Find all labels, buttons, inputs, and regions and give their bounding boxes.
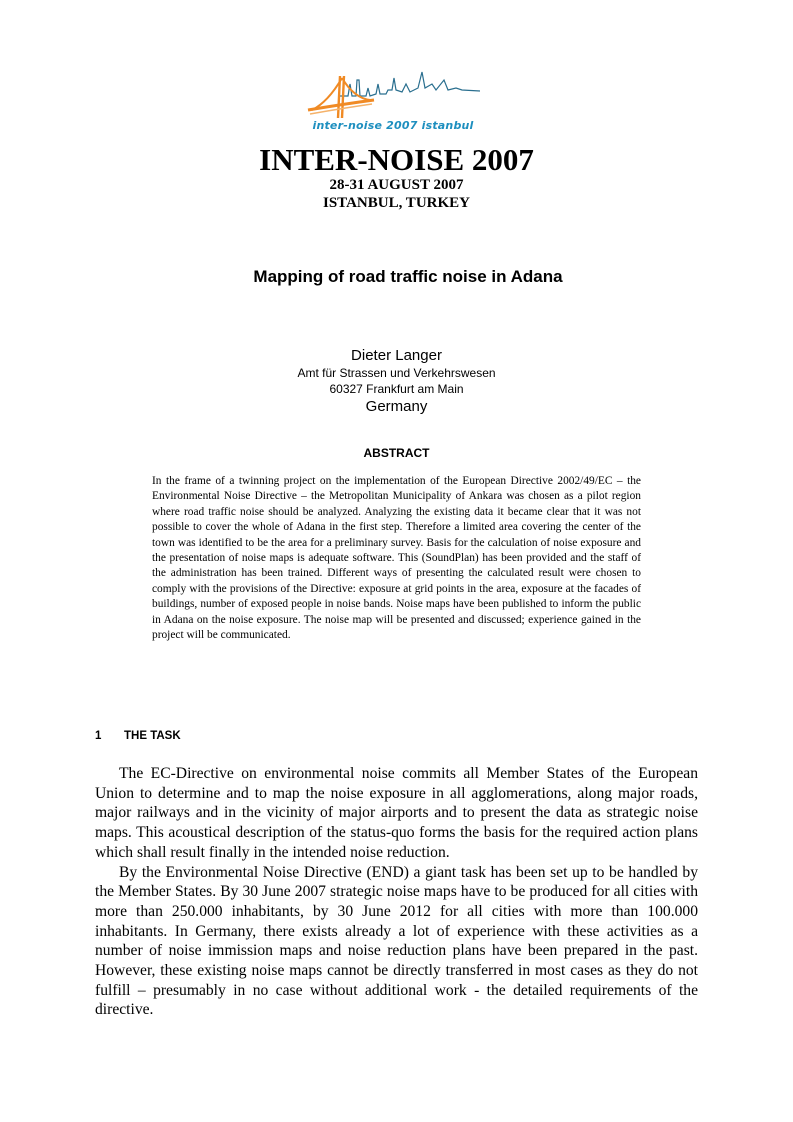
- section-body: [95, 764, 698, 1020]
- section-heading: [95, 729, 495, 744]
- body-paragraph-1: The EC-Directive on environmental noise commits all Member States of the European Union to determine and to map the noise exposure in all agglomerations, along major roads, major railways and in the vicinity of major airports and to present the data as strategic noise maps. This acoustical description of the status-quo forms the basis for the required action plans which shall result finally in the intended noise reduction.: [95, 765, 698, 861]
- body-paragraph-2: By the Environmental Noise Directive (END) a giant task has been set up to be handled by the Member States. By 30 June 2007 strategic noise maps have to be produced for all cities with more than 250.000 inhabitants, by 30 June 2012 for all cities with more than 100.000 inhabitants. In Germany, there exists already a lot of experience with these activities as a number of noise immission maps and noise reduction plans have been prepared in the past. However, these existing noise maps cannot be directly transferred in most cases as they do not fulfill – presumably in no case without additional work - the detailed requirements of the directive.: [95, 863, 698, 1019]
- author-country: Germany: [365, 398, 428, 415]
- conference-title: INTER-NOISE 2007: [259, 142, 534, 177]
- section-title: THE TASK: [124, 730, 181, 742]
- author-block: [0, 346, 793, 416]
- section-number: 1: [95, 730, 102, 742]
- author-name: Dieter Langer: [351, 347, 442, 364]
- bridge-skyline-logo-icon: [304, 70, 482, 120]
- paper-title: Mapping of road traffic noise in Adana: [253, 267, 563, 286]
- conference-location: ISTANBUL, TURKEY: [323, 195, 470, 211]
- conference-dates: 28-31 AUGUST 2007: [329, 177, 464, 193]
- abstract-heading: ABSTRACT: [363, 446, 430, 460]
- author-address: 60327 Frankfurt am Main: [329, 382, 464, 396]
- abstract-text: In the frame of a twinning project on the implementation of the European Directive 2002/49/EC – the Environmental Noise Directive – the Metropolitan Municipality of Ankara was chosen as a pilot region where road traffic noise should be analyzed. Analyzing the existing data it became clear that it was not possible to cover the whole of Adana in the first step. Therefore a limited area covering the center of the town was identified to be the area for a preliminary survey. Basis for the calculation of noise exposure and the presentation of noise maps is adequate software. This (SoundPlan) has been provided and the staff of the administration has been trained. Different ways of presenting the calculated result were chosen to comply with the provisions of the Directive: exposure at grid points in the area, exposure at the facades of buildings, number of exposed people in noise bands. Noise maps have been published to inform the public in Adana on the noise exposure. The noise map will be presented and discussed; experience gained in the project will be communicated.: [152, 475, 641, 642]
- skyline-line: [340, 72, 480, 96]
- conference-logo: [304, 70, 482, 136]
- logo-caption: inter-noise 2007 istanbul: [312, 119, 474, 132]
- author-affiliation: Amt für Strassen und Verkehrswesen: [297, 366, 496, 380]
